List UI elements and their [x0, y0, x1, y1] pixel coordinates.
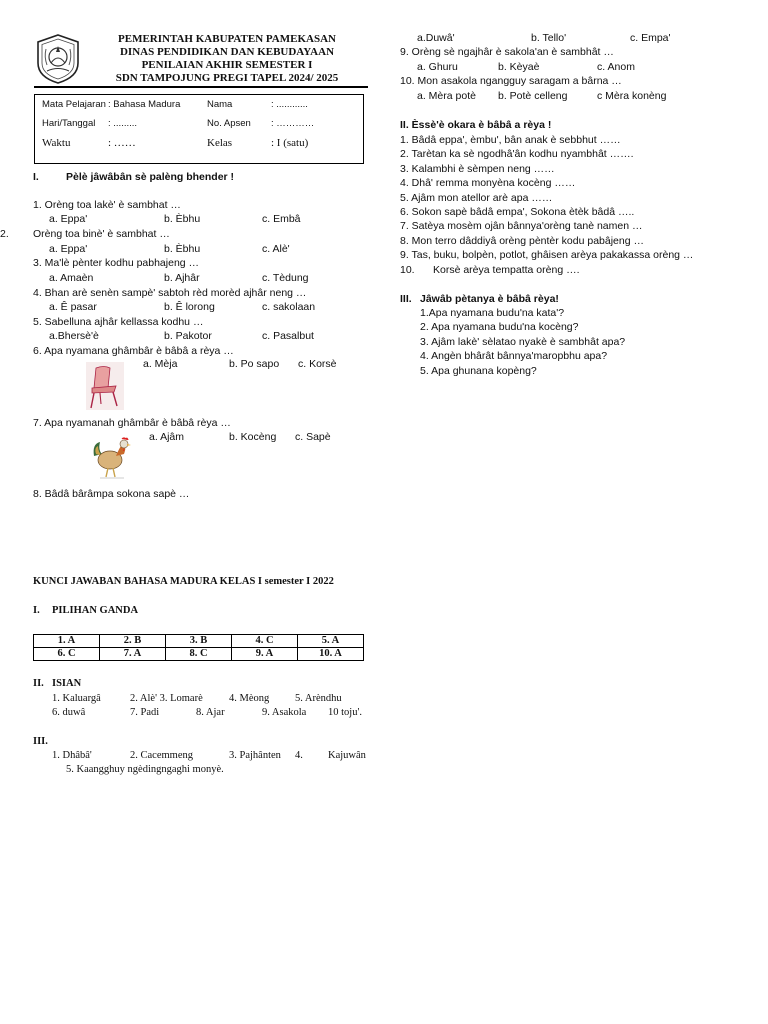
date-label: Hari/Tanggal — [42, 118, 96, 129]
section-1-number: I. — [33, 171, 39, 183]
essay-item-1: 1.Apa nyamana budu'na kata'? — [420, 307, 565, 319]
fill-item-10: Korsè arèya tempatta orèng …. — [433, 264, 580, 276]
fill-item-9: 9. Tas, buku, bolpèn, potlot, ghâisen arèya pakakassa orèng … — [400, 249, 694, 261]
table-cell: 3. B — [166, 635, 232, 648]
question-5: 5. Sabelluna ajhâr kellassa kodhu … — [33, 316, 204, 328]
q9-option-c[interactable]: c. Anom — [597, 61, 635, 73]
time-field[interactable]: : …… — [108, 137, 136, 149]
section-3-title: Jâwâb pètanya è bâbâ rèya! — [420, 293, 559, 305]
isian-answer: 4. Mèong — [229, 693, 270, 704]
question-7: 7. Apa nyamanah ghâmbâr è bâbâ rèya … — [33, 417, 231, 429]
q5-option-c[interactable]: c. Pasalbut — [262, 330, 314, 342]
q2-option-c[interactable]: c. Alè' — [262, 243, 290, 255]
essay-answer: 2. Cacemmeng — [130, 750, 193, 761]
section-2-title: II. Èssè'è okara è bâbâ a rèya ! — [400, 119, 552, 131]
q7-option-b[interactable]: b. Kocèng — [229, 431, 277, 443]
essay-answer: 5. Kaangghuy ngèdingngaghi monyè. — [66, 764, 224, 775]
header-line-1: PEMERINTAH KABUPATEN PAMEKASAN — [118, 33, 336, 45]
date-field[interactable]: : ......... — [108, 118, 138, 129]
q1-option-b[interactable]: b. Èbhu — [164, 213, 201, 225]
isian-answer: 6. duwâ — [52, 707, 86, 718]
table-row — [34, 635, 364, 648]
question-10: 10. Mon asakola ngangguy saragam a bârna … — [400, 75, 622, 87]
table-cell: 8. C — [166, 648, 232, 661]
fill-item-2: 2. Tarètan ka sè ngodhâ'ân kodhu nyambhât ……. — [400, 148, 634, 160]
question-3: 3. Ma'lè pènter kodhu pabhajeng … — [33, 257, 200, 269]
header-rule — [34, 86, 368, 88]
roll-number-field[interactable]: : ………… — [271, 118, 315, 129]
q1-option-a[interactable]: a. Eppa' — [49, 213, 88, 225]
header-block — [82, 33, 372, 85]
fill-item-10-number: 10. — [400, 264, 415, 276]
key-section-1-number: I. — [33, 605, 40, 616]
fill-item-6: 6. Sokon sapè bâdâ empa', Sokona ètèk bâdâ ….. — [400, 206, 635, 218]
q10-option-c[interactable]: c Mèra konèng — [597, 90, 667, 102]
essay-item-5: 5. Apa ghunana kopèng? — [420, 365, 537, 377]
table-cell: 9. A — [232, 648, 298, 661]
roll-number-label: No. Apsen — [207, 118, 251, 129]
isian-answer: 5. Arèndhu — [295, 693, 342, 704]
answer-key-title: KUNCI JAWABAN BAHASA MADURA KELAS I semester I 2022 — [33, 576, 334, 587]
essay-item-3: 3. Ajâm lakè' sèlatao nyakè è sambhât apa? — [420, 336, 626, 348]
subject-label: Mata Pelajaran — [42, 99, 106, 110]
q4-option-a[interactable]: a. Ê pasar — [49, 301, 97, 313]
question-8: 8. Bâdâ bârâmpa sokona sapè … — [33, 488, 190, 500]
q7-option-a[interactable]: a. Ajâm — [149, 431, 185, 443]
q4-option-b[interactable]: b. Ê lorong — [164, 301, 215, 313]
question-9: 9. Orèng sè ngajhâr è sakola'an è sambhât … — [400, 46, 614, 58]
header-line-2: DINAS PENDIDIKAN DAN KEBUDAYAAN — [119, 46, 335, 58]
class-value: : I (satu) — [271, 137, 309, 149]
q10-option-a[interactable]: a. Mèra potè — [417, 90, 476, 102]
isian-answer: 7. Padi — [130, 707, 160, 718]
q6-option-a[interactable]: a. Mèja — [143, 358, 178, 370]
q2-option-a[interactable]: a. Eppa' — [49, 243, 88, 255]
name-label: Nama — [207, 99, 233, 110]
essay-answer: Kajuwân — [328, 750, 366, 761]
q8-option-a[interactable]: a.Duwâ' — [417, 32, 455, 44]
time-label: Waktu — [42, 137, 71, 149]
fill-item-8: 8. Mon terro dâddiyâ orèng pèntèr kodu pabâjeng … — [400, 235, 644, 247]
table-cell: 4. C — [232, 635, 298, 648]
fill-item-5: 5. Ajâm mon atellor arè apa …… — [400, 192, 553, 204]
essay-answer: 4. — [295, 750, 303, 761]
student-info-box — [34, 94, 364, 164]
key-section-2-number: II. — [33, 678, 44, 689]
q3-option-a[interactable]: a. Amaèn — [49, 272, 94, 284]
isian-answer: 10 toju'. — [328, 707, 362, 718]
key-section-2-title: ISIAN — [52, 678, 82, 689]
q10-option-b[interactable]: b. Potè celleng — [498, 90, 568, 102]
isian-answer: 8. Ajar — [196, 707, 225, 718]
table-row — [34, 648, 364, 661]
table-cell: 5. A — [298, 635, 364, 648]
q3-option-b[interactable]: b. Ajhâr — [164, 272, 200, 284]
isian-answer: 2. Alè' 3. Lomarè — [130, 693, 203, 704]
regency-emblem-icon — [34, 33, 82, 85]
table-cell: 6. C — [34, 648, 100, 661]
table-cell: 7. A — [100, 648, 166, 661]
question-2-number: 2. — [0, 228, 9, 240]
header-line-3: PENILAIAN AKHIR SEMESTER I — [141, 59, 313, 71]
table-cell: 10. A — [298, 648, 364, 661]
isian-answer: 1. Kaluargâ — [52, 693, 101, 704]
question-1: 1. Orèng toa lakè' è sambhat … — [33, 199, 181, 211]
q7-option-c[interactable]: c. Sapè — [295, 431, 331, 443]
q2-option-b[interactable]: b. Èbhu — [164, 243, 201, 255]
header-line-4: SDN TAMPOJUNG PREGI TAPEL 2024/ 2025 — [115, 72, 339, 84]
q3-option-c[interactable]: c. Tèdung — [262, 272, 309, 284]
section-3-number: III. — [400, 293, 412, 305]
table-cell: 2. B — [100, 635, 166, 648]
class-label: Kelas — [207, 137, 233, 149]
q9-option-a[interactable]: a. Ghuru — [417, 61, 458, 73]
q8-option-b[interactable]: b. Tello' — [531, 32, 567, 44]
q6-option-c[interactable]: c. Korsè — [298, 358, 337, 370]
q1-option-c[interactable]: c. Embâ — [262, 213, 301, 225]
essay-answer: 3. Pajhânten — [229, 750, 281, 761]
question-6: 6. Apa nyamana ghâmbâr è bâbâ a rèya … — [33, 345, 234, 357]
q8-option-c[interactable]: c. Empa' — [630, 32, 671, 44]
section-1-title: Pèlè jâwâbân sè palèng bhender ! — [66, 171, 235, 183]
essay-item-2: 2. Apa nyamana budu'na kocèng? — [420, 321, 579, 333]
q4-option-c[interactable]: c. sakolaan — [262, 301, 316, 313]
key-section-3-number: III. — [33, 736, 48, 747]
fill-item-3: 3. Kalambhi è sèmpen neng …… — [400, 163, 555, 175]
q5-option-a[interactable]: a.Bhersè'è — [49, 330, 99, 342]
subject-value: : Bahasa Madura — [108, 99, 181, 110]
chair-icon — [86, 362, 124, 410]
question-2: Orèng toa binè' è sambhat … — [33, 228, 170, 240]
fill-item-7: 7. Satèya mosèm ojân bânnya'orèng tanè namen … — [400, 220, 643, 232]
essay-answer: 1. Dhâbâ' — [52, 750, 92, 761]
question-4: 4. Bhan arè senèn sampè' sabtoh rèd morèd ajhâr neng … — [33, 287, 307, 299]
q6-option-b[interactable]: b. Po sapo — [229, 358, 280, 370]
fill-item-1: 1. Bâdâ eppa', èmbu', bân anak è sebbhut …… — [400, 134, 621, 146]
fill-item-4: 4. Dhâ' remma monyèna kocèng …… — [400, 177, 576, 189]
name-field[interactable]: : ............ — [271, 99, 308, 110]
q5-option-b[interactable]: b. Pakotor — [164, 330, 212, 342]
rooster-icon — [90, 434, 134, 480]
key-section-1-title: PILIHAN GANDA — [52, 605, 139, 616]
q9-option-b[interactable]: b. Kèyaè — [498, 61, 540, 73]
multiple-choice-answer-table — [33, 634, 364, 661]
isian-answer: 9. Asakola — [262, 707, 307, 718]
essay-item-4: 4. Angèn bhârât bânnya'maropbhu apa? — [420, 350, 608, 362]
table-cell: 1. A — [34, 635, 100, 648]
